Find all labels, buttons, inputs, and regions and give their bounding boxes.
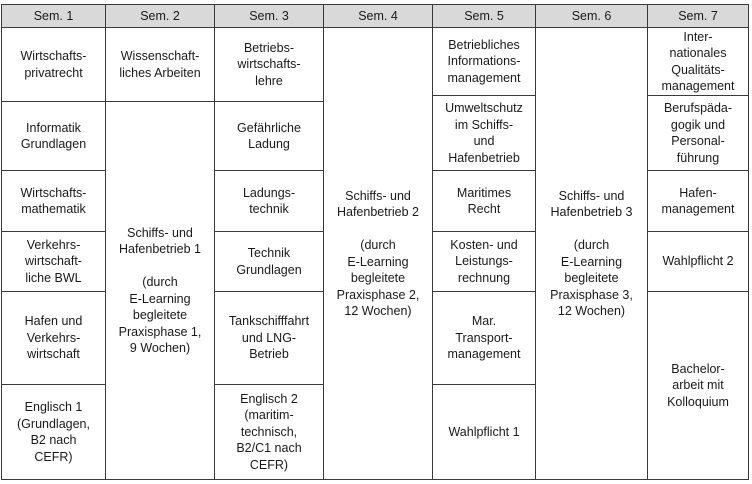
- module-cell: Inter- nationales Qualitäts- management: [647, 27, 749, 96]
- header-sem-4: Sem. 4: [323, 4, 433, 28]
- header-sem-7: Sem. 7: [647, 4, 749, 28]
- module-cell: Wahlpflicht 2: [647, 231, 749, 292]
- header-sem-3: Sem. 3: [214, 4, 324, 28]
- module-cell: Ladungs- technik: [214, 170, 324, 232]
- module-cell: Bachelor- arbeit mit Kolloquium: [647, 291, 749, 480]
- header-sem-6: Sem. 6: [535, 4, 648, 28]
- module-cell: Hafen- management: [647, 170, 749, 232]
- module-cell: Mar. Transport- management: [432, 291, 536, 385]
- header-sem-2: Sem. 2: [105, 4, 215, 28]
- practice-phase-cell: Schiffs- und Hafenbetrieb 1 (durch E-Learning begleitete Praxisphase 1, 9 Wochen): [105, 101, 215, 480]
- module-cell: Tankschifffahrt und LNG- Betrieb: [214, 291, 324, 385]
- module-cell: Technik Grundlagen: [214, 231, 324, 292]
- module-cell: Wahlpflicht 1: [432, 384, 536, 480]
- module-cell: Berufspäda- gogik und Personal- führung: [647, 95, 749, 171]
- header-sem-5: Sem. 5: [432, 4, 536, 28]
- module-cell: Umweltschutz im Schiffs- und Hafenbetrieb: [432, 95, 536, 171]
- module-cell: Betriebs- wirtschafts- lehre: [214, 27, 324, 102]
- module-cell: Wirtschafts- mathematik: [1, 170, 106, 232]
- module-cell: Informatik Grundlagen: [1, 101, 106, 171]
- module-cell: Englisch 1 (Grundlagen, B2 nach CEFR): [1, 384, 106, 480]
- module-cell: Kosten- und Leistungs- rechnung: [432, 231, 536, 292]
- module-cell: Maritimes Recht: [432, 170, 536, 232]
- module-cell: Wissenschaft- liches Arbeiten: [105, 27, 215, 102]
- module-cell: Wirtschafts- privatrecht: [1, 27, 106, 102]
- practice-phase-cell: Schiffs- und Hafenbetrieb 3 (durch E-Learning begleitete Praxisphase 3, 12 Wochen): [535, 27, 648, 480]
- module-cell: Verkehrs- wirtschaft- liche BWL: [1, 231, 106, 292]
- header-sem-1: Sem. 1: [1, 4, 106, 28]
- practice-phase-cell: Schiffs- und Hafenbetrieb 2 (durch E-Learning begleitete Praxisphase 2, 12 Wochen): [323, 27, 433, 480]
- module-cell: Hafen und Verkehrs- wirtschaft: [1, 291, 106, 385]
- module-cell: Betriebliches Informations- management: [432, 27, 536, 96]
- module-cell: Englisch 2 (maritim- technisch, B2/C1 nach CEFR): [214, 384, 324, 480]
- module-cell: Gefährliche Ladung: [214, 101, 324, 171]
